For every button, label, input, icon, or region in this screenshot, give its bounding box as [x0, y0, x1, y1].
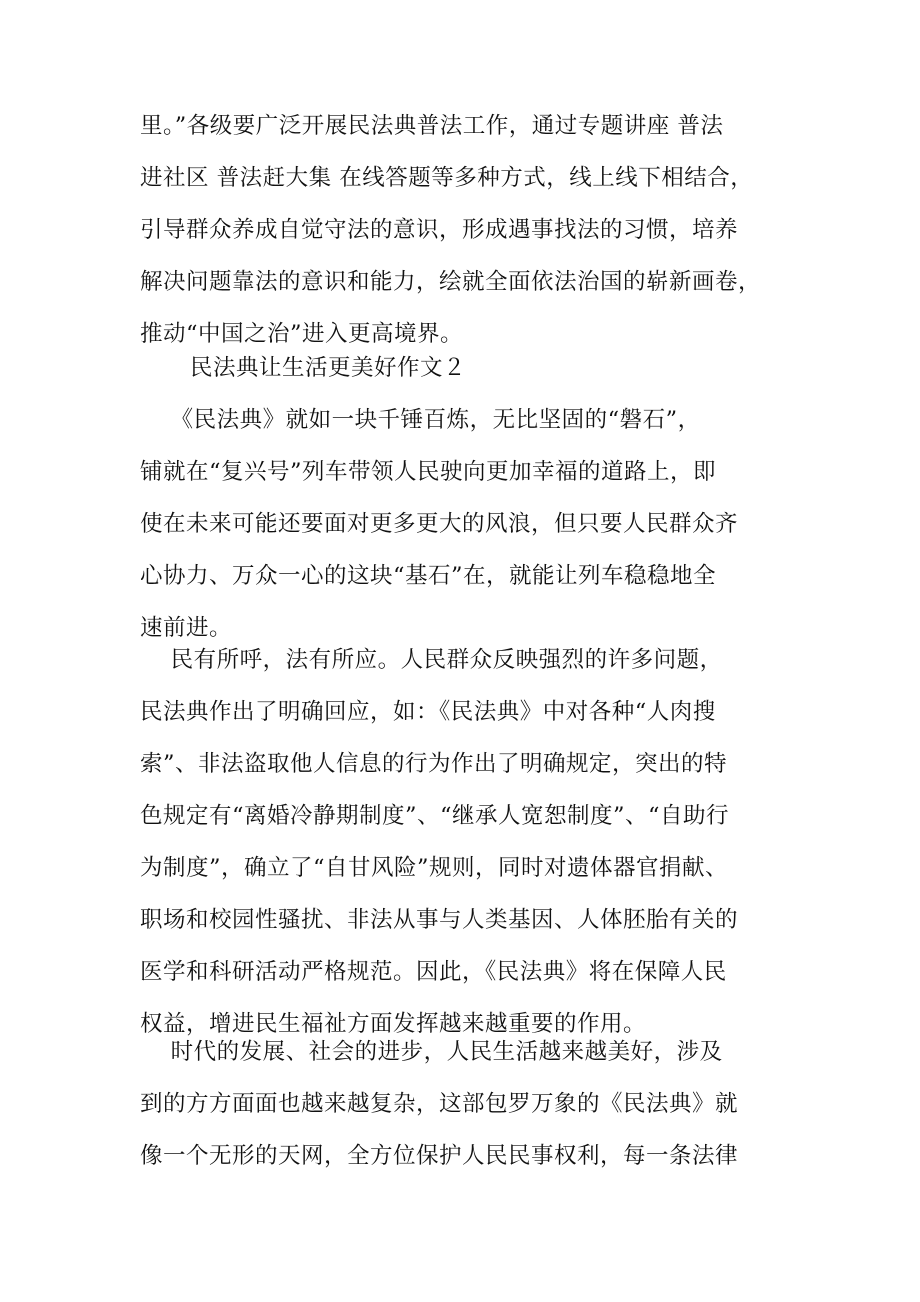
paragraph-line: 索”、非法盗取他人信息的行为作出了明确规定，突出的特 — [140, 751, 728, 777]
section-heading: 民法典让生活更美好作文２ — [190, 355, 467, 381]
paragraph-line: 解决问题靠法的意识和能力，绘就全面依法治国的崭新画卷， — [140, 269, 762, 295]
paragraph-line: 引导群众养成自觉守法的意识，形成遇事找法的习惯，培养 — [140, 217, 739, 243]
paragraph-line: 里。”各级要广泛开展民法典普法工作，通过专题讲座 普法 — [140, 113, 724, 139]
paragraph-line: 为制度”，确立了“自甘风险”规则，同时对遗体器官捐献、 — [140, 855, 729, 881]
paragraph-1 — [140, 100, 780, 360]
paragraph-line: 色规定有“离婚冷静期制度”、“继承人宽恕制度”、“自助行 — [140, 803, 730, 829]
paragraph-line: 时代的发展、社会的进步，人民生活越来越美好，涉及 — [140, 1039, 723, 1065]
paragraph-2 — [140, 394, 780, 654]
paragraph-4 — [140, 1026, 780, 1182]
paragraph-line: 进社区 普法赶大集 在线答题等多种方式，线上线下相结合， — [140, 165, 754, 191]
paragraph-3 — [140, 634, 780, 1050]
paragraph-line: 《民法典》就如一块千锤百炼，无比坚固的“磐石”， — [140, 407, 701, 433]
paragraph-line: 到的方方面面也越来越复杂，这部包罗万象的《民法典》就 — [140, 1091, 739, 1117]
paragraph-line: 使在未来可能还要面对更多更大的风浪，但只要人民群众齐 — [140, 511, 739, 537]
paragraph-line: 心协力、万众一心的这块“基石”在，就能让列车稳稳地全 — [140, 563, 717, 589]
paragraph-line: 民有所呼，法有所应。人民群众反映强烈的许多问题， — [140, 647, 723, 673]
paragraph-line: 铺就在“复兴号”列车带领人民驶向更加幸福的道路上，即 — [140, 459, 717, 485]
paragraph-line: 医学和科研活动严格规范。因此，《民法典》将在保障人民 — [140, 959, 727, 985]
paragraph-line: 像一个无形的天网，全方位保护人民民事权利，每一条法律 — [140, 1143, 739, 1169]
paragraph-line: 速前进。 — [140, 615, 233, 641]
paragraph-line: 推动“中国之治”进入更高境界。 — [140, 321, 464, 347]
paragraph-line: 民法典作出了明确回应，如：《民法典》中对各种“人肉搜 — [140, 699, 716, 725]
paragraph-line: 权益，增进民生福祉方面发挥越来越重要的作用。 — [140, 1011, 647, 1037]
paragraph-line: 职场和校园性骚扰、非法从事与人类基因、人体胚胎有关的 — [140, 907, 739, 933]
